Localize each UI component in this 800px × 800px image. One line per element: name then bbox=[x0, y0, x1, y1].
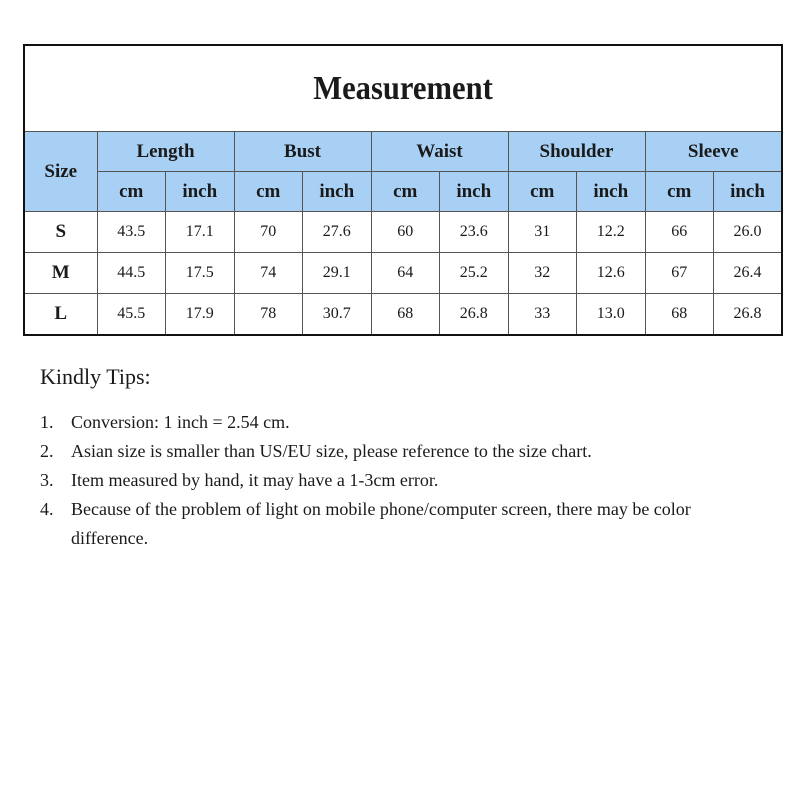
table-cell: 45.5 bbox=[97, 294, 166, 336]
table-cell: 17.5 bbox=[166, 253, 235, 294]
table-cell: 32 bbox=[508, 253, 577, 294]
group-header-bust: Bust bbox=[234, 132, 371, 172]
table-row bbox=[24, 253, 782, 294]
tips-heading: Kindly Tips: bbox=[40, 364, 151, 389]
table-cell: 12.2 bbox=[577, 212, 646, 253]
table-row bbox=[24, 212, 782, 253]
table-cell: 74 bbox=[234, 253, 303, 294]
unit-header-row bbox=[24, 172, 782, 212]
table-cell: 17.9 bbox=[166, 294, 235, 336]
unit-header-inch: inch bbox=[166, 172, 235, 212]
table-cell: 29.1 bbox=[303, 253, 372, 294]
tip-text: Because of the problem of light on mobile phone/computer screen, there may be color difference. bbox=[71, 499, 691, 548]
tip-number: 4. bbox=[40, 499, 54, 519]
tip-number: 1. bbox=[40, 412, 54, 432]
list-item bbox=[40, 437, 760, 466]
table-cell: 66 bbox=[645, 212, 714, 253]
unit-header-cm: cm bbox=[645, 172, 714, 212]
table-cell: 17.1 bbox=[166, 212, 235, 253]
unit-header-inch: inch bbox=[303, 172, 372, 212]
table-title: Measurement bbox=[63, 46, 743, 131]
unit-header-inch: inch bbox=[714, 172, 783, 212]
group-header-shoulder: Shoulder bbox=[508, 132, 645, 172]
table-cell: 27.6 bbox=[303, 212, 372, 253]
tip-text: Item measured by hand, it may have a 1-3cm error. bbox=[71, 470, 439, 490]
size-column-header: Size bbox=[24, 132, 97, 212]
tip-text: Conversion: 1 inch = 2.54 cm. bbox=[71, 412, 290, 432]
unit-header-cm: cm bbox=[97, 172, 166, 212]
table-row bbox=[24, 294, 782, 336]
table-cell: 33 bbox=[508, 294, 577, 336]
tip-number: 3. bbox=[40, 470, 54, 490]
group-header-sleeve: Sleeve bbox=[645, 132, 782, 172]
table-cell: 12.6 bbox=[577, 253, 646, 294]
table-cell: 30.7 bbox=[303, 294, 372, 336]
table-cell: 67 bbox=[645, 253, 714, 294]
table-cell: 60 bbox=[371, 212, 440, 253]
tips-list bbox=[40, 408, 760, 553]
unit-header-cm: cm bbox=[371, 172, 440, 212]
size-chart-table bbox=[23, 44, 783, 336]
table-cell: 43.5 bbox=[97, 212, 166, 253]
table-cell: 23.6 bbox=[440, 212, 509, 253]
tips-section bbox=[40, 364, 760, 553]
table-cell: 78 bbox=[234, 294, 303, 336]
tip-number: 2. bbox=[40, 441, 54, 461]
size-label: L bbox=[24, 294, 97, 336]
table-cell: 26.0 bbox=[714, 212, 783, 253]
unit-header-inch: inch bbox=[577, 172, 646, 212]
list-item bbox=[40, 466, 760, 495]
unit-header-cm: cm bbox=[508, 172, 577, 212]
table-cell: 26.8 bbox=[440, 294, 509, 336]
table-cell: 13.0 bbox=[577, 294, 646, 336]
group-header-length: Length bbox=[97, 132, 234, 172]
unit-header-cm: cm bbox=[234, 172, 303, 212]
table-cell: 31 bbox=[508, 212, 577, 253]
table-cell: 68 bbox=[371, 294, 440, 336]
tip-text: Asian size is smaller than US/EU size, please reference to the size chart. bbox=[71, 441, 592, 461]
table-cell: 68 bbox=[645, 294, 714, 336]
table-cell: 64 bbox=[371, 253, 440, 294]
table-cell: 44.5 bbox=[97, 253, 166, 294]
list-item bbox=[40, 408, 760, 437]
size-label: S bbox=[24, 212, 97, 253]
table-title-cell bbox=[24, 45, 782, 132]
table-cell: 26.4 bbox=[714, 253, 783, 294]
table-cell: 26.8 bbox=[714, 294, 783, 336]
group-header-row bbox=[24, 132, 782, 172]
table-cell: 70 bbox=[234, 212, 303, 253]
unit-header-inch: inch bbox=[440, 172, 509, 212]
list-item bbox=[40, 495, 760, 553]
table-cell: 25.2 bbox=[440, 253, 509, 294]
group-header-waist: Waist bbox=[371, 132, 508, 172]
size-label: M bbox=[24, 253, 97, 294]
